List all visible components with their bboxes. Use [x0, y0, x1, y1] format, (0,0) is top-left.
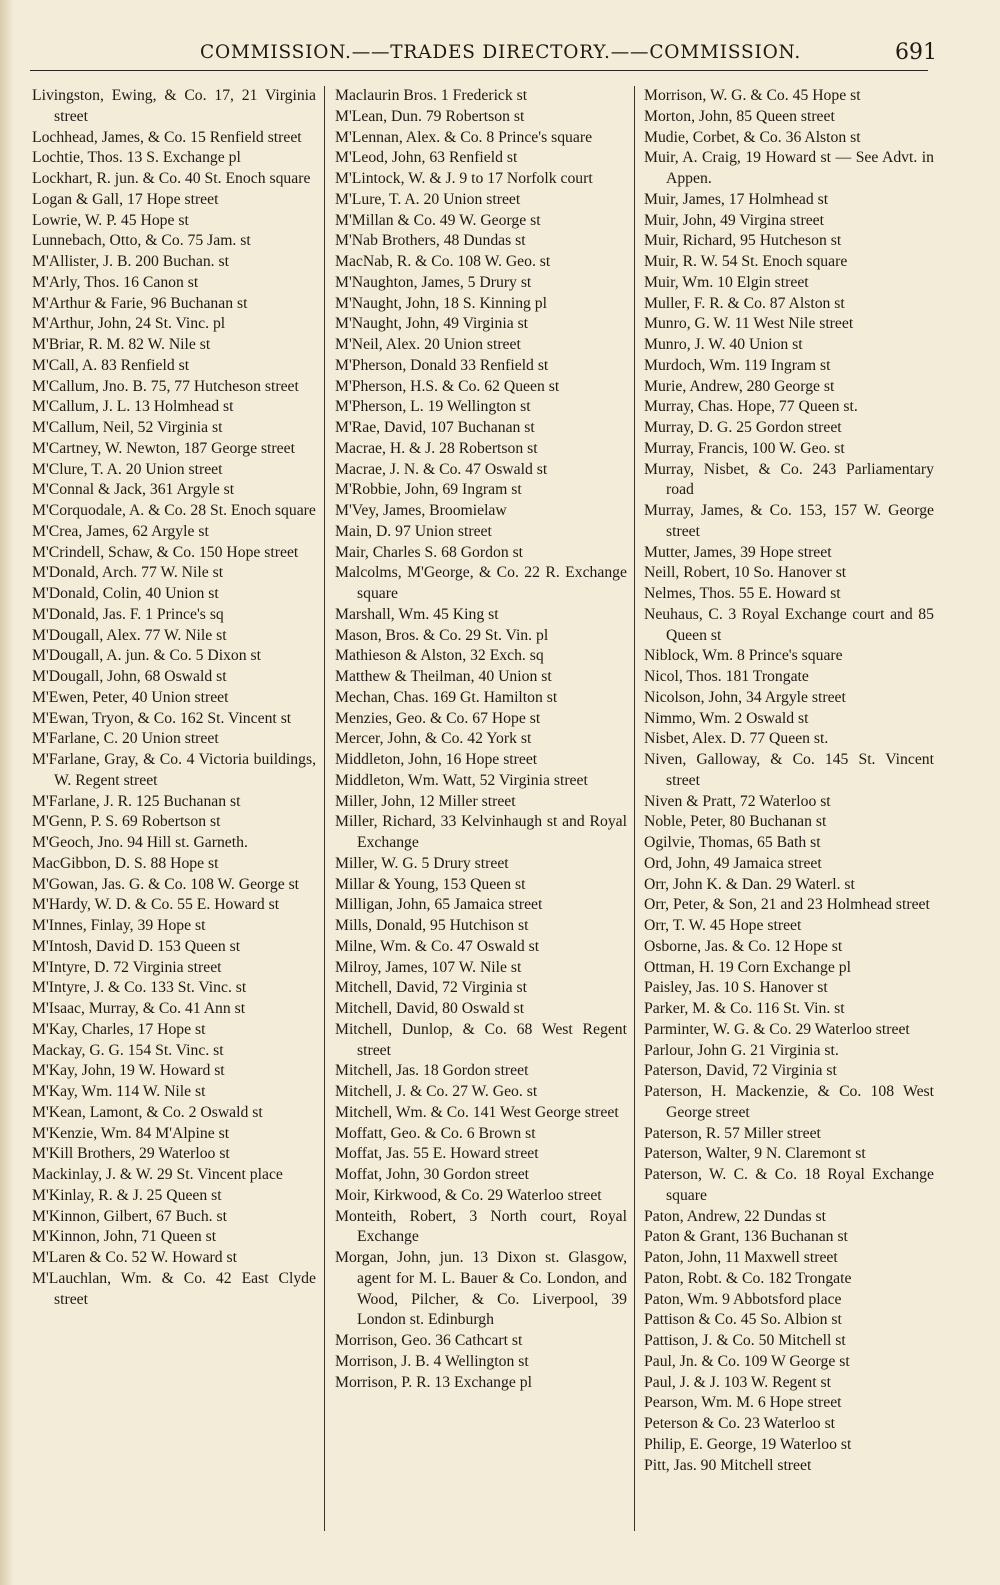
directory-entry: Morrison, J. B. 4 Wellington st [335, 1352, 529, 1370]
directory-entry: Moffat, Jas. 55 E. Howard street [335, 1145, 539, 1163]
directory-entry: M'Nab Brothers, 48 Dundas st [335, 232, 526, 250]
directory-entry: M'Vey, James, Broomielaw [335, 502, 507, 519]
directory-entry: M'Lauchlan, Wm. & Co. 42 East Clyde street [32, 1269, 316, 1308]
directory-entry: M'Lennan, Alex. & Co. 8 Prince's square [335, 128, 593, 146]
directory-entry: M'Rae, David, 107 Buchanan st [335, 419, 535, 436]
directory-entry: Nicol, Thos. 181 Trongate [644, 668, 809, 685]
directory-entry: Millar & Young, 153 Queen st [335, 875, 526, 893]
directory-entry: Muir, Wm. 10 Elgin street [644, 273, 809, 291]
directory-entry: M'Kenzie, Wm. 84 M'Alpine st [32, 1124, 230, 1142]
directory-entry: Niven, Galloway, & Co. 145 St. Vincent street [644, 751, 934, 789]
directory-entry: Mills, Donald, 95 Hutchison st [335, 917, 529, 934]
directory-entry: Muir, R. W. 54 St. Enoch square [644, 253, 848, 270]
directory-entry: Miller, Richard, 33 Kelvinhaugh st and Royal Exchange [335, 813, 627, 851]
column-2 [335, 86, 627, 1393]
directory-entry: Osborne, Jas. & Co. 12 Hope st [644, 937, 843, 955]
directory-columns [0, 86, 1000, 1536]
directory-entry: Muir, Richard, 95 Hutcheson st [644, 232, 842, 250]
directory-entry: M'Innes, Finlay, 39 Hope st [32, 917, 206, 934]
directory-entry: Morgan, John, jun. 13 Dixon st. Glasgow, agent for M. L. Bauer & Co. London, and Wood, Pilcher, & Co. Liverpool, 39 London st. Edinburgh [335, 1249, 627, 1329]
directory-entry: Philip, E. George, 19 Waterloo st [644, 1435, 852, 1453]
directory-entry: Muller, F. R. & Co. 87 Alston st [644, 294, 845, 312]
column-1 [32, 86, 316, 1310]
directory-entry: Lochhead, James, & Co. 15 Renfield street [32, 128, 302, 146]
directory-entry: M'Leod, John, 63 Renfield st [335, 149, 518, 167]
directory-entry: Parlour, John G. 21 Virginia st. [644, 1041, 839, 1059]
directory-entry: Logan & Gall, 17 Hope street [32, 190, 219, 208]
directory-entry: M'Crindell, Schaw, & Co. 150 Hope street [32, 543, 299, 561]
directory-entry: Pearson, Wm. M. 6 Hope street [644, 1394, 842, 1412]
directory-entry: Parminter, W. G. & Co. 29 Waterloo street [644, 1020, 910, 1038]
directory-entry: Neuhaus, C. 3 Royal Exchange court and 85 Queen st [644, 605, 934, 644]
directory-entry: Paisley, Jas. 10 S. Hanover st [644, 979, 828, 997]
directory-entry: M'Donald, Arch. 77 W. Nile st [32, 564, 224, 582]
directory-entry: Paton, Robt. & Co. 182 Trongate [644, 1269, 852, 1287]
directory-entry: Murie, Andrew, 280 George st [644, 377, 835, 395]
directory-entry: M'Dougall, Alex. 77 W. Nile st [32, 626, 227, 644]
directory-entry: Paton & Grant, 136 Buchanan st [644, 1228, 848, 1246]
directory-entry: Malcolms, M'George, & Co. 22 R. Exchange square [335, 564, 627, 602]
directory-entry: Murray, James, & Co. 153, 157 W. George street [644, 502, 934, 540]
directory-entry: M'Isaac, Murray, & Co. 41 Ann st [32, 1000, 246, 1017]
directory-entry: M'Intosh, David D. 153 Queen st [32, 937, 241, 955]
directory-entry: Morrison, Geo. 36 Cathcart st [335, 1332, 523, 1349]
directory-entry: M'Dougall, A. jun. & Co. 5 Dixon st [32, 647, 262, 665]
directory-entry: Pitt, Jas. 90 Mitchell street [644, 1456, 812, 1474]
directory-entry: M'Neil, Alex. 20 Union street [335, 336, 521, 353]
directory-entry: M'Naughton, James, 5 Drury st [335, 273, 532, 291]
directory-entry: Miller, W. G. 5 Drury street [335, 854, 509, 872]
directory-entry: M'Kay, Charles, 17 Hope st [32, 1020, 206, 1038]
directory-entry: Mitchell, Wm. & Co. 141 West George street [335, 1103, 619, 1121]
directory-entry: Mitchell, J. & Co. 27 W. Geo. st [335, 1083, 538, 1100]
directory-entry: M'Allister, J. B. 200 Buchan. st [32, 253, 229, 270]
directory-entry: Lochtie, Thos. 13 S. Exchange pl [32, 149, 241, 167]
directory-entry: Orr, T. W. 45 Hope street [644, 917, 802, 934]
directory-entry: M'Pherson, H.S. & Co. 62 Queen st [335, 377, 560, 395]
directory-entry: Parker, M. & Co. 116 St. Vin. st [644, 1000, 845, 1017]
directory-entry: M'Donald, Colin, 40 Union st [32, 585, 219, 602]
directory-entry: M'Naught, John, 18 S. Kinning pl [335, 294, 548, 312]
directory-entry: M'Ewan, Tryon, & Co. 162 St. Vincent st [32, 709, 292, 727]
directory-entry: M'Lean, Dun. 79 Robertson st [335, 107, 525, 125]
directory-entry: Munro, G. W. 11 West Nile street [644, 315, 854, 333]
directory-entry: M'Intyre, J. & Co. 133 St. Vinc. st [32, 979, 247, 997]
directory-entry: Livingston, Ewing, & Co. 17, 21 Virginia street [32, 87, 316, 125]
directory-entry: Morrison, P. R. 13 Exchange pl [335, 1373, 532, 1391]
directory-entry: M'Kean, Lamont, & Co. 2 Oswald st [32, 1103, 263, 1121]
directory-entry: Mutter, James, 39 Hope street [644, 543, 832, 561]
directory-entry: MacNab, R. & Co. 108 W. Geo. st [335, 253, 551, 270]
directory-entry: M'Naught, John, 49 Virginia st [335, 315, 529, 333]
directory-entry: Monteith, Robert, 3 North court, Royal Exchange [335, 1207, 627, 1246]
directory-entry: Lowrie, W. P. 45 Hope st [32, 211, 189, 229]
directory-entry: M'Farlane, J. R. 125 Buchanan st [32, 792, 241, 810]
directory-entry: M'Gowan, Jas. G. & Co. 108 W. George st [32, 875, 300, 893]
directory-entry: M'Intyre, D. 72 Virginia street [32, 958, 222, 976]
column-divider [324, 86, 325, 1531]
directory-entry: Macrae, H. & J. 28 Robertson st [335, 439, 538, 457]
directory-entry: Moir, Kirkwood, & Co. 29 Waterloo street [335, 1186, 602, 1204]
directory-entry: Miller, John, 12 Miller street [335, 792, 516, 810]
directory-entry: Muir, James, 17 Holmhead st [644, 190, 829, 208]
directory-entry: Paton, Wm. 9 Abbotsford place [644, 1290, 842, 1308]
directory-entry: Mechan, Chas. 169 Gt. Hamilton st [335, 688, 558, 706]
directory-entry: M'Crea, James, 62 Argyle st [32, 522, 209, 540]
directory-entry: Murray, D. G. 25 Gordon street [644, 419, 842, 436]
directory-entry: Menzies, Geo. & Co. 67 Hope st [335, 709, 541, 727]
directory-entry: Mair, Charles S. 68 Gordon st [335, 543, 524, 561]
directory-entry: Muir, John, 49 Virgina street [644, 211, 824, 229]
directory-entry: M'Dougall, John, 68 Oswald st [32, 668, 227, 685]
directory-entry: Moffat, John, 30 Gordon street [335, 1166, 530, 1183]
column-3 [644, 86, 934, 1476]
directory-entry: M'Clure, T. A. 20 Union street [32, 460, 223, 478]
directory-entry: M'Millan & Co. 49 W. George st [335, 211, 541, 229]
directory-entry: Neill, Robert, 10 So. Hanover st [644, 564, 847, 582]
directory-entry: M'Hardy, W. D. & Co. 55 E. Howard st [32, 896, 280, 914]
directory-entry: Paton, John, 11 Maxwell street [644, 1249, 838, 1266]
directory-entry: M'Pherson, Donald 33 Renfield st [335, 356, 549, 374]
directory-entry: Lockhart, R. jun. & Co. 40 St. Enoch square [32, 170, 311, 187]
directory-entry: Mackinlay, J. & W. 29 St. Vincent place [32, 1166, 283, 1183]
directory-entry: M'Donald, Jas. F. 1 Prince's sq [32, 605, 224, 623]
directory-entry: Munro, J. W. 40 Union st [644, 336, 803, 353]
directory-entry: Niven & Pratt, 72 Waterloo st [644, 792, 831, 810]
directory-entry: M'Corquodale, A. & Co. 28 St. Enoch square [32, 502, 316, 519]
directory-entry: M'Kinnon, Gilbert, 67 Buch. st [32, 1207, 227, 1225]
directory-entry: Paterson, Walter, 9 N. Claremont st [644, 1145, 866, 1163]
directory-entry: Paterson, W. C. & Co. 18 Royal Exchange square [644, 1166, 934, 1204]
directory-entry: Paton, Andrew, 22 Dundas st [644, 1207, 826, 1225]
directory-entry: M'Connal & Jack, 361 Argyle st [32, 481, 235, 499]
directory-entry: M'Kill Brothers, 29 Waterloo st [32, 1145, 230, 1163]
directory-entry: Milligan, John, 65 Jamaica street [335, 896, 543, 914]
directory-entry: Nicolson, John, 34 Argyle street [644, 688, 846, 706]
directory-entry: M'Kay, Wm. 114 W. Nile st [32, 1083, 206, 1100]
directory-entry: M'Briar, R. M. 82 W. Nile st [32, 336, 211, 353]
directory-entry: M'Lintock, W. & J. 9 to 17 Norfolk court [335, 170, 593, 187]
directory-entry: Milne, Wm. & Co. 47 Oswald st [335, 937, 540, 955]
directory-entry: M'Lure, T. A. 20 Union street [335, 190, 521, 208]
directory-entry: Paul, Jn. & Co. 109 W George st [644, 1352, 850, 1370]
header-rule [30, 70, 928, 71]
directory-entry: Paterson, H. Mackenzie, & Co. 108 West George street [644, 1083, 934, 1121]
directory-entry: M'Ewen, Peter, 40 Union street [32, 688, 229, 706]
directory-entry: Nelmes, Thos. 55 E. Howard st [644, 585, 841, 602]
directory-entry: Maclaurin Bros. 1 Frederick st [335, 87, 528, 104]
directory-entry: M'Kay, John, 19 W. Howard st [32, 1062, 225, 1080]
directory-entry: Mathieson & Alston, 32 Exch. sq [335, 647, 544, 665]
directory-entry: Paterson, R. 57 Miller street [644, 1124, 821, 1142]
page-header [0, 38, 1000, 74]
directory-entry: Mitchell, Jas. 18 Gordon street [335, 1062, 529, 1080]
directory-entry: M'Callum, Jno. B. 75, 77 Hutcheson street [32, 377, 299, 395]
directory-entry: Middleton, John, 16 Hope street [335, 751, 538, 768]
directory-entry: Main, D. 97 Union street [335, 522, 492, 540]
directory-entry: Mudie, Corbet, & Co. 36 Alston st [644, 128, 861, 146]
directory-entry: Murray, Nisbet, & Co. 243 Parliamentary road [644, 460, 934, 499]
directory-entry: Morrison, W. G. & Co. 45 Hope st [644, 87, 861, 104]
directory-entry: Ord, John, 49 Jamaica street [644, 854, 822, 872]
directory-entry: Pattison, J. & Co. 50 Mitchell st [644, 1332, 846, 1349]
directory-entry: Nimmo, Wm. 2 Oswald st [644, 709, 809, 727]
directory-entry: Mercer, John, & Co. 42 York st [335, 730, 532, 748]
directory-entry: M'Arly, Thos. 16 Canon st [32, 273, 199, 291]
directory-entry: Middleton, Wm. Watt, 52 Virginia street [335, 771, 588, 789]
directory-entry: Muir, A. Craig, 19 Howard st — See Advt. in Appen. [644, 149, 934, 187]
directory-entry: Marshall, Wm. 45 King st [335, 605, 499, 623]
directory-entry: M'Callum, J. L. 13 Holmhead st [32, 398, 234, 416]
directory-entry: M'Kinlay, R. & J. 25 Queen st [32, 1186, 222, 1204]
directory-entry: Milroy, James, 107 W. Nile st [335, 958, 522, 976]
directory-entry: M'Pherson, L. 19 Wellington st [335, 398, 531, 416]
column-divider [634, 86, 635, 1531]
directory-entry: Matthew & Theilman, 40 Union st [335, 668, 552, 685]
directory-entry: Paul, J. & J. 103 W. Regent st [644, 1373, 831, 1391]
directory-entry: M'Genn, P. S. 69 Robertson st [32, 813, 221, 831]
directory-entry: Mason, Bros. & Co. 29 St. Vin. pl [335, 626, 549, 644]
directory-entry: MacGibbon, D. S. 88 Hope st [32, 854, 219, 872]
directory-entry: Morton, John, 85 Queen street [644, 107, 835, 125]
directory-entry: Ogilvie, Thomas, 65 Bath st [644, 834, 821, 851]
directory-entry: Macrae, J. N. & Co. 47 Oswald st [335, 460, 548, 478]
directory-entry: M'Arthur & Farie, 96 Buchanan st [32, 294, 248, 312]
directory-entry: Ottman, H. 19 Corn Exchange pl [644, 958, 851, 976]
page-number: 691 [895, 40, 937, 65]
directory-entry: Murray, Francis, 100 W. Geo. st [644, 439, 845, 457]
directory-entry: Murray, Chas. Hope, 77 Queen st. [644, 398, 858, 416]
directory-entry: Moffatt, Geo. & Co. 6 Brown st [335, 1124, 536, 1142]
directory-entry: Peterson & Co. 23 Waterloo st [644, 1415, 836, 1432]
directory-entry: M'Geoch, Jno. 94 Hill st. Garneth. [32, 834, 248, 851]
directory-entry: Mitchell, Dunlop, & Co. 68 West Regent street [335, 1020, 627, 1059]
directory-entry: Mitchell, David, 72 Virginia st [335, 979, 527, 997]
running-head: COMMISSION.——TRADES DIRECTORY.——COMMISSION. [200, 42, 802, 63]
directory-entry: M'Arthur, John, 24 St. Vinc. pl [32, 315, 226, 333]
directory-entry: Niblock, Wm. 8 Prince's square [644, 647, 843, 665]
directory-entry: Orr, John K. & Dan. 29 Waterl. st [644, 875, 855, 893]
directory-entry: Mitchell, David, 80 Oswald st [335, 1000, 525, 1017]
directory-entry: M'Call, A. 83 Renfield st [32, 356, 190, 374]
directory-entry: M'Robbie, John, 69 Ingram st [335, 481, 522, 499]
directory-entry: Mackay, G. G. 154 St. Vinc. st [32, 1041, 224, 1059]
directory-entry: M'Cartney, W. Newton, 187 George street [32, 439, 295, 457]
directory-entry: Lunnebach, Otto, & Co. 75 Jam. st [32, 232, 251, 250]
directory-entry: Nisbet, Alex. D. 77 Queen st. [644, 730, 829, 748]
directory-entry: M'Kinnon, John, 71 Queen st [32, 1228, 217, 1246]
directory-entry: M'Laren & Co. 52 W. Howard st [32, 1249, 238, 1266]
directory-entry: Paterson, David, 72 Virginia st [644, 1062, 837, 1080]
directory-entry: M'Farlane, C. 20 Union street [32, 730, 219, 748]
directory-entry: Noble, Peter, 80 Buchanan st [644, 813, 827, 831]
directory-entry: Pattison & Co. 45 So. Albion st [644, 1311, 842, 1329]
directory-entry: Murdoch, Wm. 119 Ingram st [644, 356, 831, 374]
directory-entry: Orr, Peter, & Son, 21 and 23 Holmhead street [644, 896, 930, 914]
directory-entry: M'Farlane, Gray, & Co. 4 Victoria buildings, W. Regent street [32, 751, 316, 789]
directory-entry: M'Callum, Neil, 52 Virginia st [32, 419, 223, 436]
